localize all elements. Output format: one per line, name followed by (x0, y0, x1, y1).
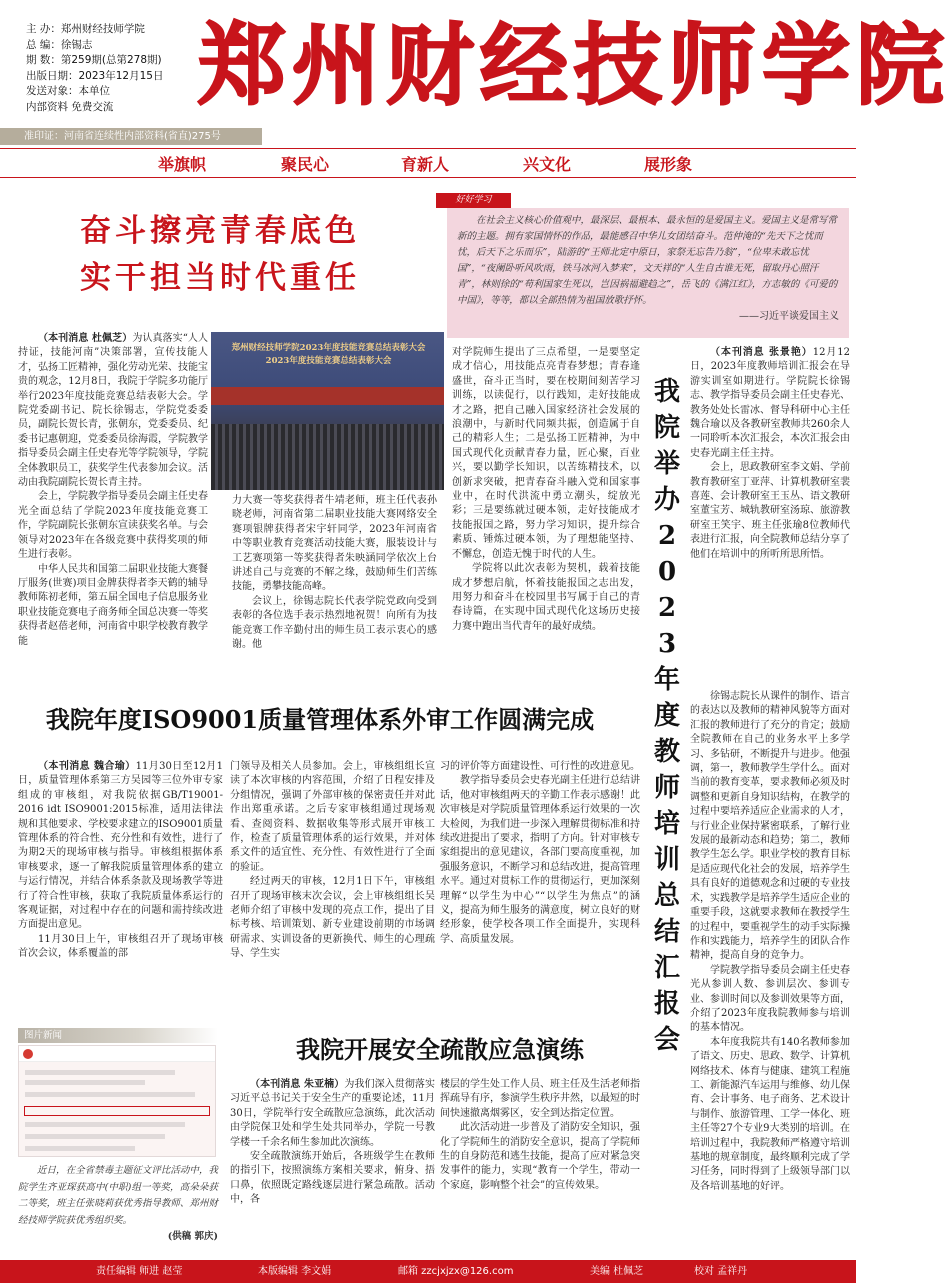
article4-byline: （本刊消息 朱亚楠） (250, 1079, 345, 1090)
meta-audience: 发送对象：本单位 (26, 85, 110, 97)
slogan-bar (0, 148, 856, 178)
article4-title: 我院开展安全疏散应急演练 (296, 1035, 584, 1064)
article3-top (690, 346, 850, 686)
article1-paragraph: 对学院师生提出了三点希望，一是要坚定成才信心，用技能点亮青春梦想；青春逢盛世，奋斗正当时，要在校期间刻苦学习训练，以读促行，以行践知，走好技能成才之路，把自己融入国家经济社会发展的浪潮中，与新时代同频共振，创造属于自己的精彩人生；二是弘扬工匠精神，为中国式现代化贡献青春力量，匠心聚，百业兴，要以勤学长知识，以苦练精技术，以创新求突破，把青春奋斗融入党和国家事业中，在时代洪流中勇立潮头，绽放光彩；三是要练就过硬本领，走好技能成才技能报国之路，努力学习知识，提升综合素质、锤炼过硬本领，为了理想能坚持、不懈怠，创造无愧于时代的人生。 (452, 347, 640, 560)
article1-col3 (452, 346, 640, 692)
quote-tag: 好好学习 (436, 193, 511, 208)
article1-byline: （本刊消息 杜佩芝） (38, 333, 133, 344)
masthead-meta (26, 22, 206, 115)
photo-news-caption: 近日，在全省禁毒主题征文评比活动中，我院学生齐亚琛获高中(中职)组一等奖，高朵朵获二等奖，班主任张晓莉获优秀指导教师、郑州财经技师学院获优秀组织奖。 (供稿 郭庆) (18, 1163, 218, 1246)
article1-col2 (232, 494, 437, 692)
article1-paragraph: 会上，学院教学指导委员会副主任史春光全面总结了学院2023年度技能竞赛工作，学院副院长张朝东宣读获奖名单。与会领导对2023年在各级竞赛中获得奖项的师生进行表彰。 (18, 491, 208, 561)
slogan-item: 举旗帜 (158, 155, 207, 174)
article2-paragraph: 11月30日上午，审核组召开了现场审核首次会议，体系覆盖的部 (18, 933, 223, 960)
article1-paragraph: 学院将以此次表彰为契机，载着技能成才梦想启航，怀着技能报国之志出发，用努力和奋斗在校园里书写属于自己的青春诗篇，在实现中国式现代化这场历史接力赛中跑出当代青年的最好成绩。 (452, 563, 640, 632)
footer-art-editor: 美编 杜佩芝 (590, 1266, 644, 1277)
slogan-item: 兴文化 (523, 155, 572, 174)
article1-paragraph: 会议上，徐锡志院长代表学院党政向受到表彰的各位选手表示热烈地祝贺！向所有为技能竞赛工作辛勤付出的师生员工表示衷心的感谢。他 (232, 595, 437, 651)
slogan-item: 展形象 (644, 155, 693, 174)
article4-paragraph: 楼层的学生处工作人员、班主任及生活老师指挥疏导有序，参演学生秩序井然，以最短的时间快速撤离烟雾区，安全到达指定位置。 (440, 1079, 640, 1119)
article4-paragraph: 此次活动进一步普及了消防安全知识，强化了学院师生的消防安全意识，提高了学院师生的自身防范和逃生技能，提高了应对紧急突发事件的能力，实现“教育一个学生，带动一个家庭，影响整个社会”的宣传效果。 (440, 1122, 640, 1191)
article3-paragraph: 学院教学指导委员会副主任史春光从参训人数、参训层次、参训专业、参训时间以及参训效果等方面，介绍了2023年度我院教师参与培训的基本情况。 (690, 964, 850, 1034)
image-header (19, 1046, 215, 1062)
footer-email[interactable]: 邮箱 zzcjxjzx@126.com (398, 1266, 514, 1277)
event-photo (211, 332, 444, 490)
footer-bar (0, 1260, 856, 1283)
article2-title: 我院年度ISO9001质量管理体系外审工作圆满完成 (45, 705, 595, 734)
article4-paragraph: 安全疏散演练开始后，各班级学生在教师的指引下，按照演练方案相关要求，俯身、捂口鼻，依照既定路线逐层进行紧急疏散。活动中，各 (230, 1151, 435, 1206)
slogan-item: 育新人 (401, 155, 450, 174)
article1-col1 (18, 332, 208, 692)
article4-col2 (440, 1078, 640, 1254)
footer-chief-editor: 责任编辑 师进 赵莹 (96, 1266, 183, 1277)
meta-issue: 期 数：第259期(总第278期) (26, 54, 162, 66)
footer-proofreader: 校对 孟祥丹 (694, 1266, 748, 1277)
photo-news-tag: 图片新闻 (18, 1028, 218, 1043)
meta-internal: 内部资料 免费交流 (26, 100, 114, 113)
headline-line-1: 奋斗擦亮青春底色 (80, 213, 360, 249)
article3-paragraph: 本年度我院共有140名教师参加了语文、历史、思政、数学、计算机网络技术、体育与健康、建筑工程施工、新能源汽车运用与维修、幼儿保育、会计事务、电子商务、艺术设计与制作、旅游管理、工学一体化、班主任等27个专业9大类别的培训。在培训过程中，我院教师严格遵守培训基地的规章制度，最终顺利完成了学习任务，同时得到了上级领导部门以及各培训基地的好评。 (690, 1036, 850, 1192)
article1-paragraph: 中华人民共和国第二届职业技能大赛餐厅服务(世赛)项目金牌获得者李天鹤的辅导教师陈初老师，第五届全国电子信息服务业职业技能竞赛电子商务师全国总决赛一等奖获得者赵蓓老师，河南省中职学校教育教学能 (18, 563, 208, 647)
article3-byline: （本刊消息 张景艳） (710, 347, 813, 358)
article2-paragraph: 11月30日至12月1日，质量管理体系第三方吴园等三位外审专家组成的审核组，对我院依据GB/T19001-2016 idt ISO9001:2015标准，适用法律法规和其他要求、学校要求建立的ISO9001质量管理体系的符合性、充分性和有效性，进行了为期2天的现场审核与指导。审核组根据体系审核要求，逐一了解我院质量管理体系的建立与运行情况，并结合体系条款及现场教学等进行了符合性审核，获取了我院质量体系运行的客观证据，对过程中存在的问题和需持续改进方面提出意见。 (18, 761, 223, 931)
newspaper-title: 郑州财经技师学院 (198, 19, 950, 116)
slogan-item: 聚民心 (281, 155, 330, 174)
meta-date: 出版日期：2023年12月15日 (26, 69, 164, 82)
article3-bottom (690, 690, 850, 1256)
article2-col3 (440, 760, 640, 1022)
quote-box (447, 208, 849, 338)
article2-paragraph: 门领导及相关人员参加。会上，审核组组长宣读了本次审核的内容范围，介绍了日程安排及分组情况，强调了外部审核的保密责任并对此作出郑重承诺。之后专家审核组通过现场观看、查阅资料、数据收集等形式展开审核工作，检查了质量管理体系的运行效果，并对体系文件的适宜性、充分性、有效性进行了全面的验证。 (230, 761, 435, 873)
article2-paragraph: 习的评价等方面建设性、可行性的改进意见。 (440, 761, 640, 772)
quote-text: 在社会主义核心价值观中，最深层、最根本、最永恒的是爱国主义。爱国主义是常写常新的主题。拥有家国情怀的作品，最能感召中华儿女团结奋斗。范仲淹的“先天下之忧而忧，后天下之乐而乐”，陆游的“王师北定中原日，家祭无忘告乃翁”，“位卑未敢忘忧国”，“夜阑卧听风吹雨，铁马冰河入梦来”，文天祥的“人生自古谁无死，留取丹心照汗青”，林则徐的“苟利国家生死以，岂因祸福避趋之”，岳飞的《满江红》，方志敏的《可爱的中国》，等等，都以全部热情为祖国放歌抒怀。 (457, 215, 838, 306)
article2-paragraph: 教学指导委员会史春光副主任进行总结讲话，他对审核组两天的辛勤工作表示感谢！此次审核是对学院质量管理体系运行效果的一次大检阅，为我们进一步深入理解贯彻标准和持续改进提出了要求，指明了方向。针对审核专家组提出的意见建议，各部门要高度重视，加强服务意识，不断学习和总结改进，提高管理水平。通过对贯标工作的贯彻运行，更加深刻理解“以学生为中心”“以学生为焦点”的涵义，提高为师生服务的满意度，树立良好的财经形象，使学校各项工作全面提升，实现科学、高质量发展。 (440, 775, 640, 945)
photo-news-credit: (供稿 郭庆) (167, 1231, 218, 1242)
article1-paragraph: 力大赛一等奖获得者牛靖老师，班主任代表孙晓老师，河南省第二届职业技能大赛网络安全赛项银牌获得者宋宇轩同学，2023年河南省中等职业教育竞赛活动技能大赛，服装设计与工艺赛项第一等奖获得者朱映涵同学依次上台讲述自己与竞赛的不解之缘，鼓励师生们苦练技能，勇攀技能高峰。 (232, 495, 437, 593)
article3-paragraph: 徐锡志院长从课件的制作、语言的表达以及教师的精神风貌等方面对汇报的教师进行了充分的肯定；鼓励全院教师在自己的业务水平上多学习、多钻研，不断提升与进步。他强调，第一，教师教学生学什么。面对当前的教育变革，要求教师必须及时调整和更新自身知识结构，在教学的过程中要培养适应企业需求的人才，与行业企业保持紧密联系，了解行业发展的最新动态和趋势；第二，教师教学生怎么学。职业学校的教育目标是适应现代化社会的发展，培养学生具有良好的道德观念和过硬的专业技术，实践教学是培养学生适应企业的重要手段，这就要求教师在教授学生的过程中，要重视学生的动手实际操作和实践能力，培养学生的团队合作精神，提高自身的竞争力。 (690, 691, 850, 962)
article3-paragraph: 会上，思政教研室李文娟、学前教育教研室丁亚萍、计算机教研室裴喜莲、会计教研室王玉丛、语文教研室董宝芳、城轨教研室汤琼、旅游教研室王笑宇、班主任张瑜8位教师代表进行汇报，向全院教师总结分享了他们在培训中的所听所思所悟。 (690, 462, 850, 560)
article2-col2 (230, 760, 435, 1022)
lead-headline (0, 200, 440, 310)
approval-bar: 准印证：河南省连续性内部资料(省直)275号 (0, 128, 262, 145)
article3-paragraph: 12月12日，2023年度教师培训汇报会在导游实训室如期进行。学院院长徐锡志、教学指导委员会副主任史春光、教务处处长雷冰、督导科研中心主任魏合瑜以及各教研室教师共260余人一同聆听本次汇报会，本次汇报会由史春光副主任主持。 (690, 347, 850, 459)
article2-col1 (18, 760, 223, 1022)
footer-page-editor: 本版编辑 李文娟 (258, 1266, 332, 1277)
logo-icon (23, 1049, 33, 1059)
article2-byline: （本刊消息 魏合瑜） (38, 761, 136, 772)
highlight-row (24, 1106, 210, 1116)
meta-sponsor: 主 办：郑州财经技师学院 (26, 23, 145, 35)
photo-news-image (18, 1045, 216, 1157)
photo-banner: 郑州财经技师学院2023年度技能竞赛总结表彰大会 2023年度技能竞赛总结表彰大会 (231, 343, 426, 366)
headline-line-2: 实干担当时代重任 (80, 260, 360, 296)
article2-paragraph: 经过两天的审核，12月1日下午，审核组召开了现场审核末次会议，会上审核组组长吴老师介绍了审核中发现的亮点工作，提出了目标考核、培训策划、新专业建设前期的市场调研需求、实训设备的更新换代、师生的心理疏导、学生实 (230, 876, 435, 960)
photo-audience (211, 424, 444, 490)
article3-title: 我院举办2023年度教师培训总结汇报会 (653, 377, 680, 1055)
article1-paragraph: 为认真落实“人人持证，技能河南”决策部署，宣传技能人才，弘扬工匠精神，强化劳动光荣、技能宝贵的观念，12月8日，我院于学院多功能厅举行2023年度技能竞赛总结表彰大会。学院党委副书记、院长徐锡志，学院党委委员，副院长贺长青，张朝东，党委委员、纪委书记惠朝迎，党委委员徐海霞，学院教学指导委员会副主任史春光等学院领导，学院全体教职员工，获奖学生代表参加会议。活动由我院副院长贺长青主持。 (18, 333, 208, 489)
article4-col1 (230, 1078, 435, 1254)
meta-editor: 总 编：徐锡志 (26, 38, 93, 51)
article4-paragraph: 为我们深入贯彻落实习近平总书记关于安全生产的重要论述，11月30日，学院举行安全疏散应急演练，此次活动由学院保卫处和学生处共同举办，学院一号教学楼一千余名师生参加此次演练。 (230, 1079, 436, 1148)
quote-source: ——习近平谈爱国主义 (739, 311, 839, 322)
photo-stage (211, 387, 444, 405)
